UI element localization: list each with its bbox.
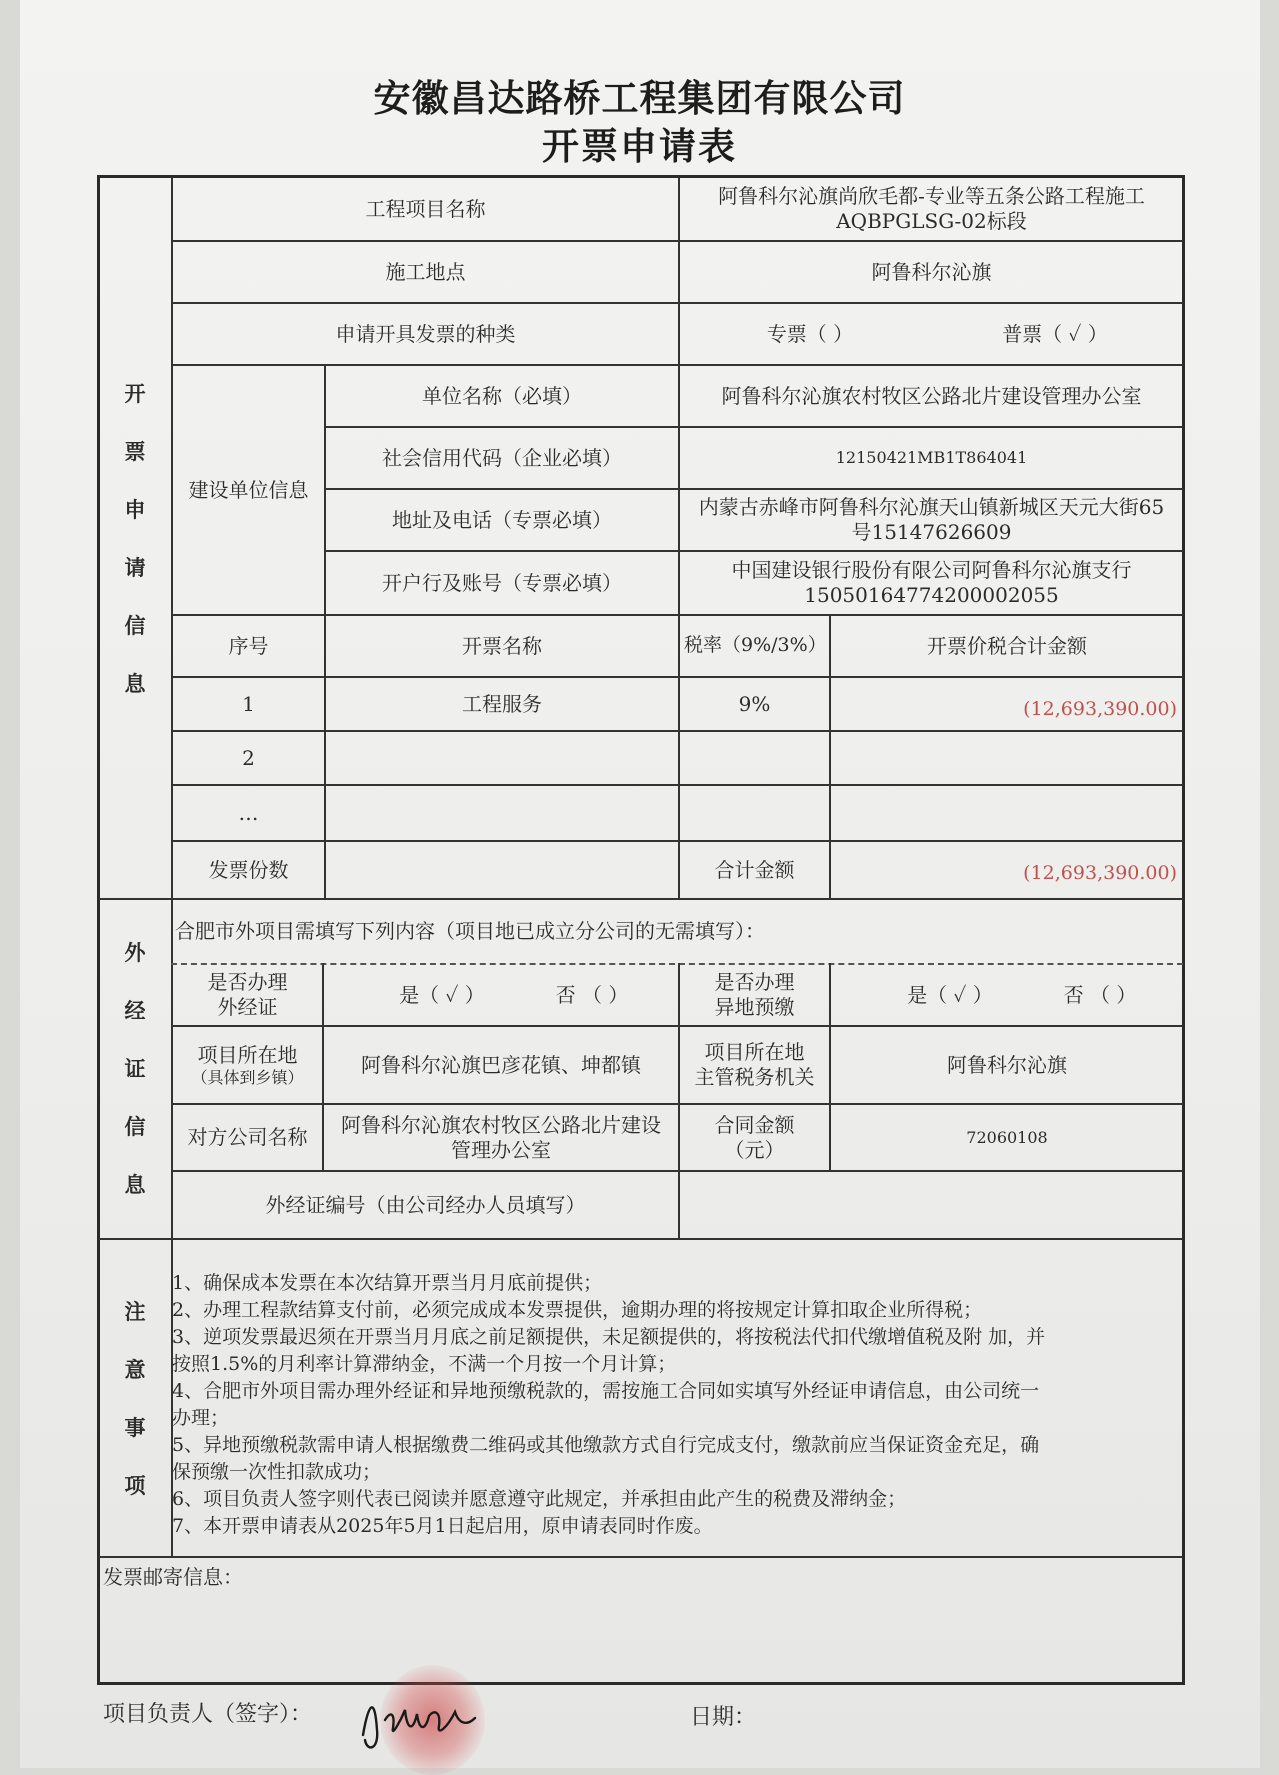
invoice-type-special[interactable]: 专票（ ）: [766, 321, 854, 346]
permit-number-label: 外经证编号（由公司经办人员填写）: [265, 1192, 586, 1217]
bank-value: 中国建设银行股份有限公司阿鲁科尔沁旗支行 15050164774200002055: [731, 558, 1132, 607]
location-label: 项目所在地 （具体到乡镇）: [191, 1042, 304, 1087]
note-line: 按照1.5%的月利率计算滞纳金，不满一个月按一个月计算；: [172, 1353, 677, 1375]
note-line: 2、办理工程款结算支付前，必须完成成本发票提供，逾期办理的将按规定计算扣取企业所得税；: [172, 1299, 983, 1321]
site-label: 施工地点: [385, 259, 466, 284]
mailing-label: 发票邮寄信息：: [103, 1564, 243, 1589]
signature-scribble: [355, 1680, 485, 1760]
invoice-type-label: 申请开具发票的种类: [335, 321, 516, 346]
row-2-name[interactable]: [326, 732, 678, 784]
row-3-name[interactable]: [326, 786, 678, 840]
signature-label: 项目负责人（签字）：: [103, 1702, 313, 1727]
unit-name-value: 阿鲁科尔沁旗农村牧区公路北片建设管理办公室: [721, 383, 1142, 408]
note-line: 5、异地预缴税款需申请人根据缴费二维码或其他缴款方式自行完成支付，缴款前应当保证资金充足，确: [172, 1434, 1040, 1456]
form-title: 开票申请表: [542, 125, 737, 168]
bank-label: 开户行及账号（专票必填）: [382, 570, 622, 595]
tax-office-value: 阿鲁科尔沁旗: [947, 1052, 1067, 1077]
counterparty-label: 对方公司名称: [187, 1125, 308, 1149]
contract-amount-value: 72060108: [966, 1127, 1048, 1147]
note-line: 办理；: [172, 1407, 230, 1429]
location-value: 阿鲁科尔沁旗巴彦花镇、坤都镇: [361, 1052, 641, 1077]
row-1-no: 1: [242, 691, 255, 716]
section-invoice-info: 开 票 申 请 信 息: [124, 382, 146, 696]
credit-code-label: 社会信用代码（企业必填）: [382, 445, 622, 470]
note-line: 6、项目负责人签字则代表已阅读并愿意遵守此规定，并承担由此产生的税费及滞纳金；: [172, 1488, 907, 1510]
invoice-type-normal[interactable]: 普票（ ✓ ）: [1002, 321, 1108, 346]
credit-code-value: 12150421MB1T864041: [835, 448, 1028, 467]
counterparty-value: 阿鲁科尔沁旗农村牧区公路北片建设 管理办公室: [341, 1112, 661, 1162]
notes-list: [172, 1270, 1177, 1540]
unit-group-label: 建设单位信息: [188, 477, 309, 502]
row-1-amount: (12,693,390.00): [1023, 698, 1177, 721]
note-line: 4、合肥市外项目需办理外经证和异地预缴税款的，需按施工合同如实填写外经证申请信息，由公司统一: [172, 1380, 1040, 1402]
row-3-no: …: [238, 800, 259, 825]
handle-permit-no[interactable]: 否 （ ）: [555, 982, 629, 1007]
note-line: 3、逆项发票最迟须在开票当月月底之前足额提供，未足额提供的，将按税法代扣代缴增值税及附 加，并: [172, 1326, 1046, 1348]
row-1-name: 工程服务: [462, 691, 542, 716]
section-notes: 注 意 事 项: [124, 1299, 146, 1498]
note-line: 7、本开票申请表从2025年5月1日起启用，原申请表同时作废。: [172, 1515, 713, 1537]
date-field[interactable]: [760, 1695, 1060, 1735]
company-title: 安徽昌达路桥工程集团有限公司: [373, 77, 906, 120]
total-label: 合计金额: [714, 857, 795, 882]
invoice-count-label: 发票份数: [208, 857, 289, 882]
project-name-value: 阿鲁科尔沁旗尚欣毛都-专业等五条公路工程施工 AQBPGLSG-02标段: [718, 184, 1145, 233]
row-2-no: 2: [242, 745, 255, 770]
invoice-count-value[interactable]: [326, 842, 678, 898]
mailing-field[interactable]: [101, 1596, 1181, 1682]
tax-office-label: 项目所在地 主管税务机关: [694, 1040, 815, 1089]
prepay-yes[interactable]: 是（ ✓ ）: [907, 982, 993, 1007]
header-no: 序号: [228, 633, 269, 658]
row-3-rate[interactable]: [680, 786, 829, 840]
total-amount: (12,693,390.00): [1023, 862, 1177, 885]
contract-amount-label: 合同金额 （元）: [714, 1112, 795, 1162]
address-value: 内蒙古赤峰市阿鲁科尔沁旗天山镇新城区天元大街65 号15147626609: [698, 495, 1165, 544]
row-2-amount[interactable]: [831, 732, 1183, 784]
handle-permit-label: 是否办理 外经证: [207, 970, 288, 1019]
handle-permit-yes[interactable]: 是（ ✓ ）: [399, 982, 485, 1007]
address-label: 地址及电话（专票必填）: [392, 507, 612, 532]
permit-intro: 合肥市外项目需填写下列内容（项目地已成立分公司的无需填写）：: [175, 918, 765, 943]
prepay-label: 是否办理 异地预缴: [714, 970, 795, 1019]
site-value: 阿鲁科尔沁旗: [871, 259, 992, 284]
prepay-no[interactable]: 否 （ ）: [1063, 982, 1137, 1007]
permit-number-value[interactable]: [680, 1172, 1183, 1238]
header-amount: 开票价税合计金额: [927, 633, 1087, 658]
date-label: 日期：: [690, 1705, 757, 1730]
header-rate: 税率（9%/3%）: [684, 634, 827, 657]
project-name-label: 工程项目名称: [365, 196, 486, 221]
section-permit-info: 外 经 证 信 息: [124, 940, 146, 1197]
row-1-rate: 9%: [738, 691, 771, 716]
header-name: 开票名称: [462, 633, 542, 658]
row-3-amount[interactable]: [831, 786, 1183, 840]
note-line: 保预缴一次性扣款成功；: [172, 1461, 382, 1483]
row-2-rate[interactable]: [680, 732, 829, 784]
unit-name-label: 单位名称（必填）: [422, 383, 582, 408]
note-line: 1、确保成本发票在本次结算开票当月月底前提供；: [172, 1272, 603, 1294]
